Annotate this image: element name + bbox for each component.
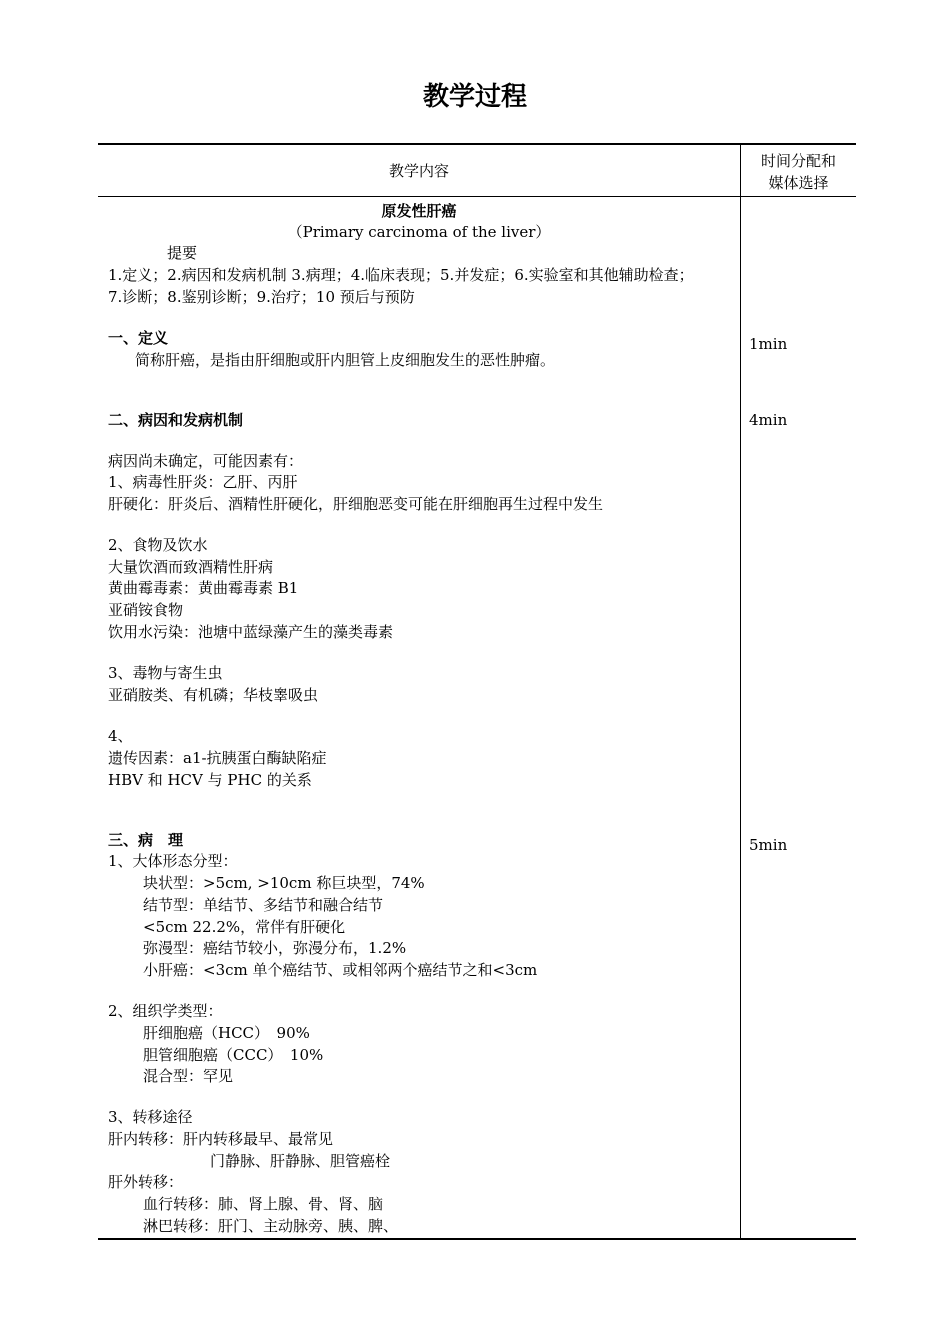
pathology-line: 2、组织学类型： <box>108 1002 223 1020</box>
etiology-line: 大量饮酒而致酒精性肝病 <box>108 558 274 576</box>
table-top-border <box>98 143 856 145</box>
pathology-line: 块状型：>5cm, >10cm 称巨块型，74% <box>143 874 425 892</box>
time-allocation: 1min <box>749 335 788 353</box>
pathology-line: 1、大体形态分型： <box>108 852 238 870</box>
section-subtitle: （Primary carcinoma of the liver） <box>287 223 551 241</box>
etiology-line: 亚硝铵食物 <box>108 601 184 619</box>
pathology-line: 肝细胞癌（HCC） 90% <box>143 1024 310 1042</box>
pathology-line: 混合型：罕见 <box>143 1067 234 1085</box>
pathology-line: 淋巴转移：肝门、主动脉旁、胰、脾、 <box>143 1217 399 1235</box>
header-divider <box>98 196 856 197</box>
definition-text: 简称肝癌，是指由肝细胞或肝内胆管上皮细胞发生的恶性肿瘤。 <box>135 351 556 369</box>
etiology-line: 肝硬化：肝炎后、酒精性肝硬化，肝细胞恶变可能在肝细胞再生过程中发生 <box>108 495 604 513</box>
pathology-line: 肝外转移： <box>108 1173 184 1191</box>
etiology-line: 4、 <box>108 727 133 745</box>
etiology-line: 1、病毒性肝炎：乙肝、丙肝 <box>108 473 298 491</box>
time-allocation: 4min <box>749 411 788 429</box>
etiology-line: 黄曲霉毒素：黄曲霉毒素 B1 <box>108 579 299 597</box>
pathology-line: <5cm 22.2%，常伴有肝硬化 <box>143 918 346 936</box>
etiology-line: 2、食物及饮水 <box>108 536 208 554</box>
heading-pathology: 三、病 理 <box>108 831 184 849</box>
etiology-line: HBV 和 HCV 与 PHC 的关系 <box>108 771 312 789</box>
header-content-column: 教学内容 <box>388 162 449 180</box>
etiology-line: 饮用水污染：池塘中蓝绿藻产生的藻类毒素 <box>108 623 394 641</box>
pathology-line: 3、转移途径 <box>108 1108 193 1126</box>
outline-line-1: 1.定义；2.病因和发病机制 3.病理；4.临床表现；5.并发症；6.实验室和其他辅助检查； <box>108 266 694 284</box>
heading-etiology: 二、病因和发病机制 <box>108 411 244 429</box>
pathology-line: 弥漫型：癌结节较小，弥漫分布，1.2% <box>143 939 407 957</box>
header-time-column-line1: 时间分配和 <box>760 152 836 170</box>
time-allocation: 5min <box>749 836 788 854</box>
pathology-line: 胆管细胞癌（CCC） 10% <box>143 1046 324 1064</box>
etiology-line: 亚硝胺类、有机磷；华枝睾吸虫 <box>108 686 319 704</box>
column-divider <box>740 144 741 1239</box>
outline-label: 提要 <box>167 244 198 262</box>
etiology-line: 3、毒物与寄生虫 <box>108 664 223 682</box>
header-time-column-line2: 媒体选择 <box>768 174 829 192</box>
outline-line-2: 7.诊断；8.鉴别诊断；9.治疗；10 预后与预防 <box>108 288 415 306</box>
pathology-line: 小肝癌：<3cm 单个癌结节、或相邻两个癌结节之和<3cm <box>143 961 538 979</box>
pathology-line: 血行转移：肺、肾上腺、骨、肾、脑 <box>143 1195 384 1213</box>
pathology-line: 肝内转移：肝内转移最早、最常见 <box>108 1130 334 1148</box>
heading-definition: 一、定义 <box>108 329 169 347</box>
table-bottom-border <box>98 1238 856 1240</box>
pathology-line: 结节型：单结节、多结节和融合结节 <box>143 896 384 914</box>
page-title: 教学过程 <box>422 82 527 112</box>
pathology-line: 门静脉、肝静脉、胆管癌栓 <box>210 1152 391 1170</box>
etiology-line: 病因尚未确定，可能因素有： <box>108 452 304 470</box>
section-title: 原发性肝癌 <box>381 202 457 220</box>
etiology-line: 遗传因素：a1-抗胰蛋白酶缺陷症 <box>108 749 327 767</box>
